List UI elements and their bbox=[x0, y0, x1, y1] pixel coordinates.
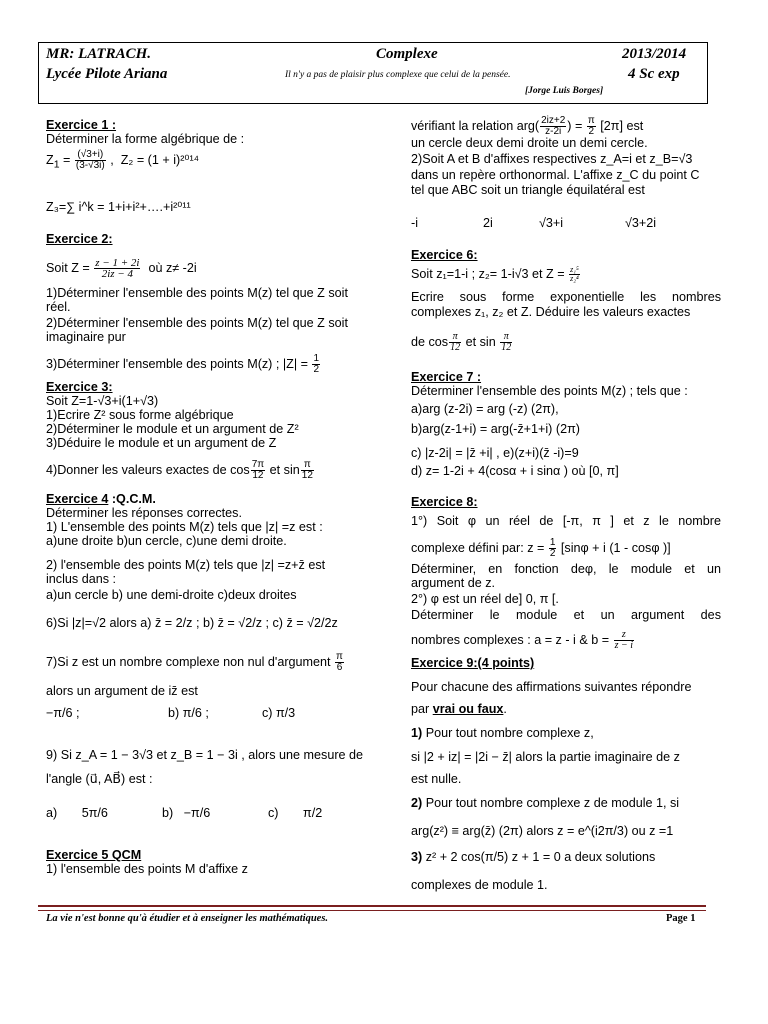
footer-motto: La vie n'est bonne qu'à étudier et à enseigner les mathématiques. bbox=[46, 913, 329, 924]
ex2-q1a: 1)Déterminer l'ensemble des points M(z) tel que Z soit bbox=[46, 286, 348, 300]
ex1-intro: Déterminer la forme algébrique de : bbox=[46, 132, 245, 146]
footer-rule-thick bbox=[38, 905, 706, 907]
ex2-q2b: imaginaire pur bbox=[46, 330, 126, 344]
ex9-l1: Pour chacune des affirmations suivantes répondre bbox=[411, 680, 692, 694]
ex9-l4: si |2 + iz| = |2i − z̄| alors la partie imaginaire de z bbox=[411, 750, 680, 764]
school-year: 2013/2014 bbox=[622, 46, 687, 62]
ex4-l11: 9) Si z_A = 1 − 3√3 et z_B = 1 − 3i , alors une mesure de bbox=[46, 748, 364, 762]
ex4-l7: 6)Si |z|=√2 alors a) z̄ = 2/z ; b) z̄ = √2/z ; c) z̄ = √2/2z bbox=[46, 616, 338, 630]
ex4-l13b: b) −π/6 bbox=[162, 806, 211, 820]
ex5-l5: tel que ABC soit un triangle équilatéral est bbox=[411, 183, 645, 197]
ex9-l3: 1) Pour tout nombre complexe z, bbox=[411, 726, 594, 740]
ex7-l2: a)arg (z-2i) = arg (-z) (2π), bbox=[411, 402, 559, 416]
ex5-choice-c: √3+i bbox=[539, 216, 564, 230]
ex4-title-line: Exercice 4 :Q.C.M. bbox=[46, 492, 156, 506]
ex1-title: Exercice 1 : bbox=[46, 118, 117, 132]
ex5-choice-b: 2i bbox=[483, 216, 493, 230]
ex8-l3: Déterminer, en fonction deφ, le module et un bbox=[411, 562, 721, 576]
ex9-l8: 3) z² + 2 cos(π/5) z + 1 = 0 a deux solutions bbox=[411, 850, 656, 864]
quote: Il n'y a pas de plaisir plus complexe que celui de la pensée. bbox=[285, 70, 511, 80]
ex9-l2: par vrai ou faux. bbox=[411, 702, 507, 716]
ex8-l5: 2°) φ est un réel de] 0, π [. bbox=[411, 592, 559, 606]
ex7-l1: Déterminer l'ensemble des points M(z) ; tels que : bbox=[411, 384, 688, 398]
footer-rule-thin bbox=[38, 910, 706, 911]
ex5-choice-d: √3+2i bbox=[625, 216, 657, 230]
ex4-l10b: b) π/6 ; bbox=[168, 706, 209, 720]
ex4-l4: 2) l'ensemble des points M(z) tels que |z| =z+z̄ est bbox=[46, 558, 326, 572]
ex4-l5: inclus dans : bbox=[46, 572, 117, 586]
ex4-l10c: c) π/3 bbox=[262, 706, 296, 720]
ex1-z1: $Z_1$ = $\frac{(√3+i)}{(3-√3i)}$ , Z₂ = (1 + i)²⁰¹⁴ bbox=[46, 149, 200, 171]
ex2-fraction: $\frac{z - 1 + 2i}{2iz - 4}$ bbox=[95, 257, 140, 280]
ex5-relation: vérifiant la relation arg( $\frac{2iz+2}{z-2i}$ ) = $\frac{\pi}{2}$ [2π] est bbox=[411, 115, 644, 137]
ex9-l7: arg(z²) ≡ arg(z̄) (2π) alors z = e^(i2π/3) ou z =1 bbox=[411, 824, 674, 838]
ex4-l1: Déterminer les réponses correctes. bbox=[46, 506, 242, 520]
ex8-l2: complexe défini par: z = $\frac{1}{2}$ [sinφ + i (1 - cosφ )] bbox=[411, 537, 671, 559]
ex9-l5: est nulle. bbox=[411, 772, 462, 786]
ex7-l4: c) |z-2i| = |z̄ +i| , e)(z+i)(z̄ -i)=9 bbox=[411, 446, 579, 460]
ex5-l4: dans un repère orthonormal. L'affixe z_C du point C bbox=[411, 168, 700, 182]
ex4-l12: l'angle (u⃗, AB⃗) est : bbox=[46, 772, 153, 786]
ex9-l9: complexes de module 1. bbox=[411, 878, 548, 892]
ex5-l1: 1) l'ensemble des points M d'affixe z bbox=[46, 862, 248, 876]
ex2-q2a: 2)Déterminer l'ensemble des points M(z) tel que Z soit bbox=[46, 316, 348, 330]
ex5-choice-a: -i bbox=[411, 216, 418, 230]
ex6-l1: Soit z₁=1-i ; z₂= 1-i√3 et Z = $\frac{\text{z₁⁵}}{\text{z₂⁴}}$ bbox=[411, 265, 579, 283]
ex4-l3: a)une droite b)un cercle, c)une demi droite. bbox=[46, 534, 287, 548]
class-level: 4 Sc exp bbox=[628, 66, 680, 82]
ex3-l3: 2)Déterminer le module et un argument de Z² bbox=[46, 422, 299, 436]
ex1-z3: Z₃=∑ i^k = 1+i+i²+….+i²⁰¹¹ bbox=[46, 200, 191, 214]
ex2-def: Soit Z = $\frac{z - 1 + 2i}{2iz - 4}$ où z≠ -2i bbox=[46, 257, 197, 280]
ex4-l13c: c) π/2 bbox=[268, 806, 323, 820]
ex3-l1: Soit Z=1-√3+i(1+√3) bbox=[46, 394, 159, 408]
ex7-l5: d) z= 1-2i + 4(cosα + i sinα ) où [0, π] bbox=[411, 464, 619, 478]
ex5-l3: 2)Soit A et B d'affixes respectives z_A=i et z_B=√3 bbox=[411, 152, 693, 166]
ex9-title: Exercice 9:(4 points) bbox=[411, 656, 535, 670]
ex5-choices1: un cercle deux demi droite un demi cercle. bbox=[411, 136, 648, 150]
ex3-l4: 3)Déduire le module et un argument de Z bbox=[46, 436, 277, 450]
quote-author: [Jorge Luis Borges] bbox=[525, 86, 604, 96]
ex8-l6: Déterminer le module et un argument des bbox=[411, 608, 721, 622]
ex3-l5: 4)Donner les valeurs exactes de cos $\frac{7\pi}{12}$ et sin $\frac{\pi}{12}$ bbox=[46, 459, 313, 481]
ex4-l2: 1) L'ensemble des points M(z) tels que |z| =z est : bbox=[46, 520, 323, 534]
ex6-l2: Ecrire sous forme exponentielle les nombres bbox=[411, 290, 721, 304]
ex8-l1: 1°) Soit φ un réel de [-π, π ] et z le nombre bbox=[411, 514, 721, 528]
ex8-l4: argument de z. bbox=[411, 576, 496, 590]
ex4-l9: alors un argument de iz̄ est bbox=[46, 684, 198, 698]
ex4-l6: a)un cercle b) une demi-droite c)deux droites bbox=[46, 588, 297, 602]
ex7-l3: b)arg(z-1+i) = arg(-z̄+1+i) (2π) bbox=[411, 422, 580, 436]
page-number: Page 1 bbox=[666, 913, 696, 924]
ex4-l8: 7)Si z est un nombre complexe non nul d'argument $\frac{\pi}{6}$ bbox=[46, 651, 343, 673]
author: MR: LATRACH. bbox=[46, 46, 152, 62]
ex9-l6: 2) Pour tout nombre complexe z de module 1, si bbox=[411, 796, 680, 810]
ex3-l2: 1)Ecrire Z² sous forme algébrique bbox=[46, 408, 234, 422]
ex5-title: Exercice 5 QCM bbox=[46, 848, 142, 862]
subject-title: Complexe bbox=[376, 46, 438, 62]
ex8-title: Exercice 8: bbox=[411, 495, 478, 509]
ex4-l10a: −π/6 ; bbox=[46, 706, 80, 720]
ex8-l7: nombres complexes : a = z - i & b = $\frac{z}{z - i}$ bbox=[411, 629, 634, 651]
z1-fraction: $\frac{(√3+i)}{(3-√3i)}$ bbox=[75, 149, 105, 171]
ex6-title: Exercice 6: bbox=[411, 248, 478, 262]
ex2-title: Exercice 2: bbox=[46, 232, 113, 246]
school: Lycée Pilote Ariana bbox=[46, 66, 168, 82]
ex7-title: Exercice 7 : bbox=[411, 370, 482, 384]
ex4-l13a: a) 5π/6 bbox=[46, 806, 108, 820]
ex6-l3: complexes z₁, z₂ et Z. Déduire les valeurs exactes bbox=[411, 305, 691, 319]
ex2-q1b: réel. bbox=[46, 300, 71, 314]
ex1-z2: Z₂ = (1 + i)²⁰¹⁴ bbox=[120, 152, 200, 167]
ex3-title: Exercice 3: bbox=[46, 380, 113, 394]
ex6-l4: de cos $\frac{\pi}{12}$ et sin $\frac{\pi}{12}$ bbox=[411, 331, 512, 353]
ex2-q3: 3)Déterminer l'ensemble des points M(z) ; |Z| = $\frac{1}{2}$ bbox=[46, 353, 320, 375]
